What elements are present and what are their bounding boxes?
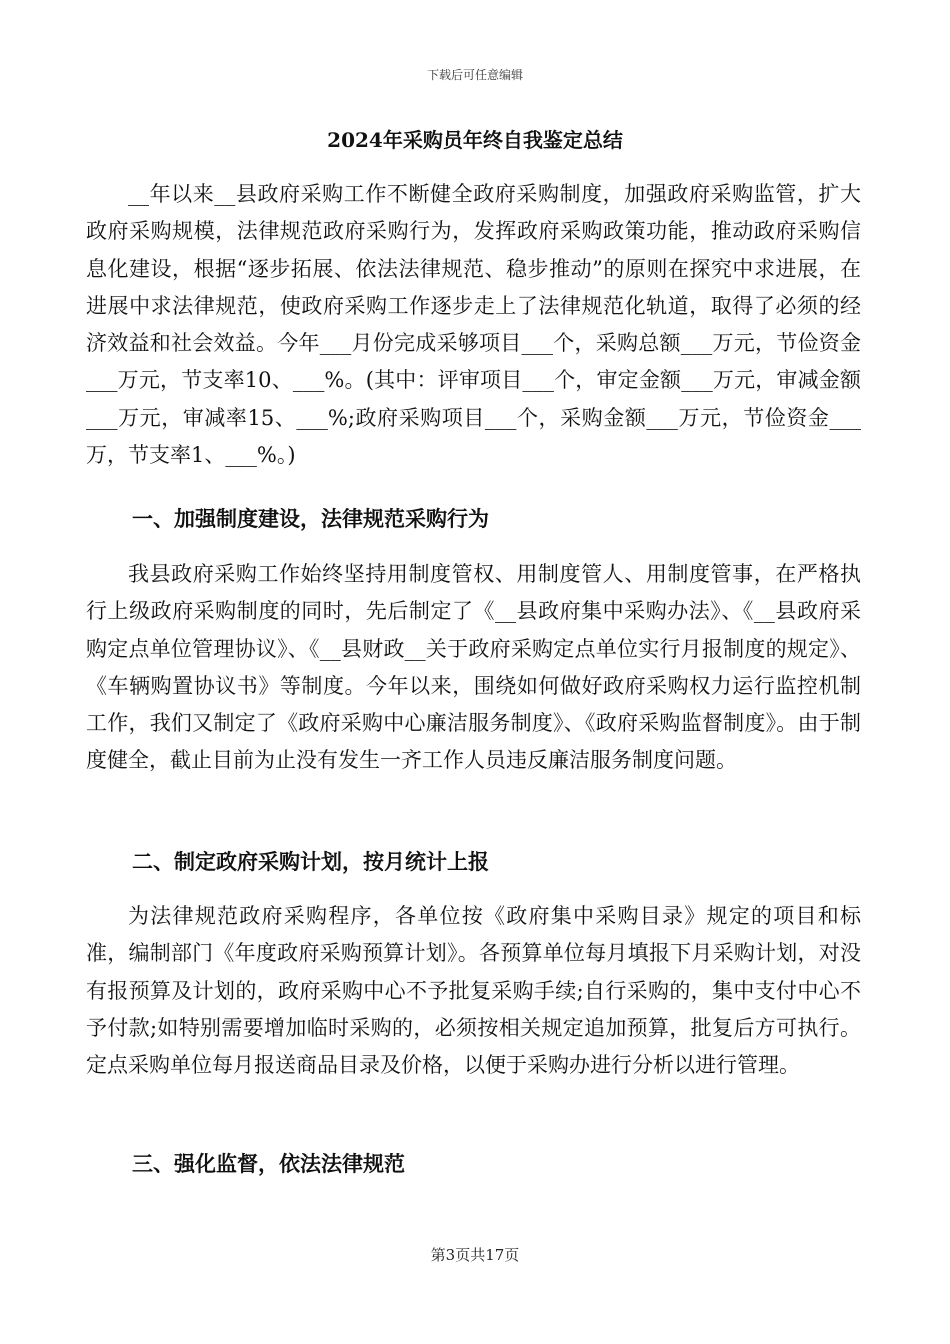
section-2-body: 为法律规范政府采购程序，各单位按《政府集中采购目录》规定的项目和标准，编制部门《年度政府采购预算计划》。各预算单位每月填报下月采购计划，对没有报预算及计划的，政府采购中心不予批复采购手续;自行采购的，集中支付中心不予付款;如特别需要增加临时采购的，必须按相关规定追加预算，批复后方可执行。定点采购单位每月报送商品目录及价格，以便于采购办进行分析以进行管理。 [86, 904, 861, 1078]
intro-paragraph: __年以来__县政府采购工作不断健全政府采购制度，加强政府采购监管，扩大政府采购规模，法律规范政府采购行为，发挥政府采购政策功能，推动政府采购信息化建设，根据“逐步拓展、依法法律规范、稳步推动”的原则在探究中求进展，在进展中求法律规范，使政府采购工作逐步走上了法律规范化轨道，取得了必须的经济效益和社会效益。今年___月份完成采够项目___个，采购总额___万元，节俭资金___万元，节支率10、___%。(其中：评审项目___个，审定金额___万元，审减金额___万元，审减率15、___%;政府采购项目___个，采购金额___万元，节俭资金___万，节支率1、___%。) [86, 182, 861, 468]
section-2-heading: 二、制定政府采购计划，按月统计上报 [132, 849, 489, 874]
page-number-footer: 第3页共17页 [430, 1246, 520, 1264]
page-header-note: 下载后可任意编辑 [426, 68, 523, 82]
section-1-body: 我县政府采购工作始终坚持用制度管权、用制度管人、用制度管事，在严格执行上级政府采购制度的同时，先后制定了《__县政府集中采购办法》、《__县政府采购定点单位管理协议》、《__县财政__关于政府采购定点单位实行月报制度的规定》、《车辆购置协议书》等制度。今年以来，围绕如何做好政府采购权力运行监控机制工作，我们又制定了《政府采购中心廉洁服务制度》、《政府采购监督制度》。由于制度健全，截止目前为止没有发生一齐工作人员违反廉洁服务制度问题。 [86, 562, 861, 773]
section-3-heading: 三、强化监督，依法法律规范 [132, 1151, 405, 1176]
document-title: 2024年采购员年终自我鉴定总结 [327, 128, 623, 152]
section-1-heading: 一、加强制度建设，法律规范采购行为 [132, 506, 489, 531]
